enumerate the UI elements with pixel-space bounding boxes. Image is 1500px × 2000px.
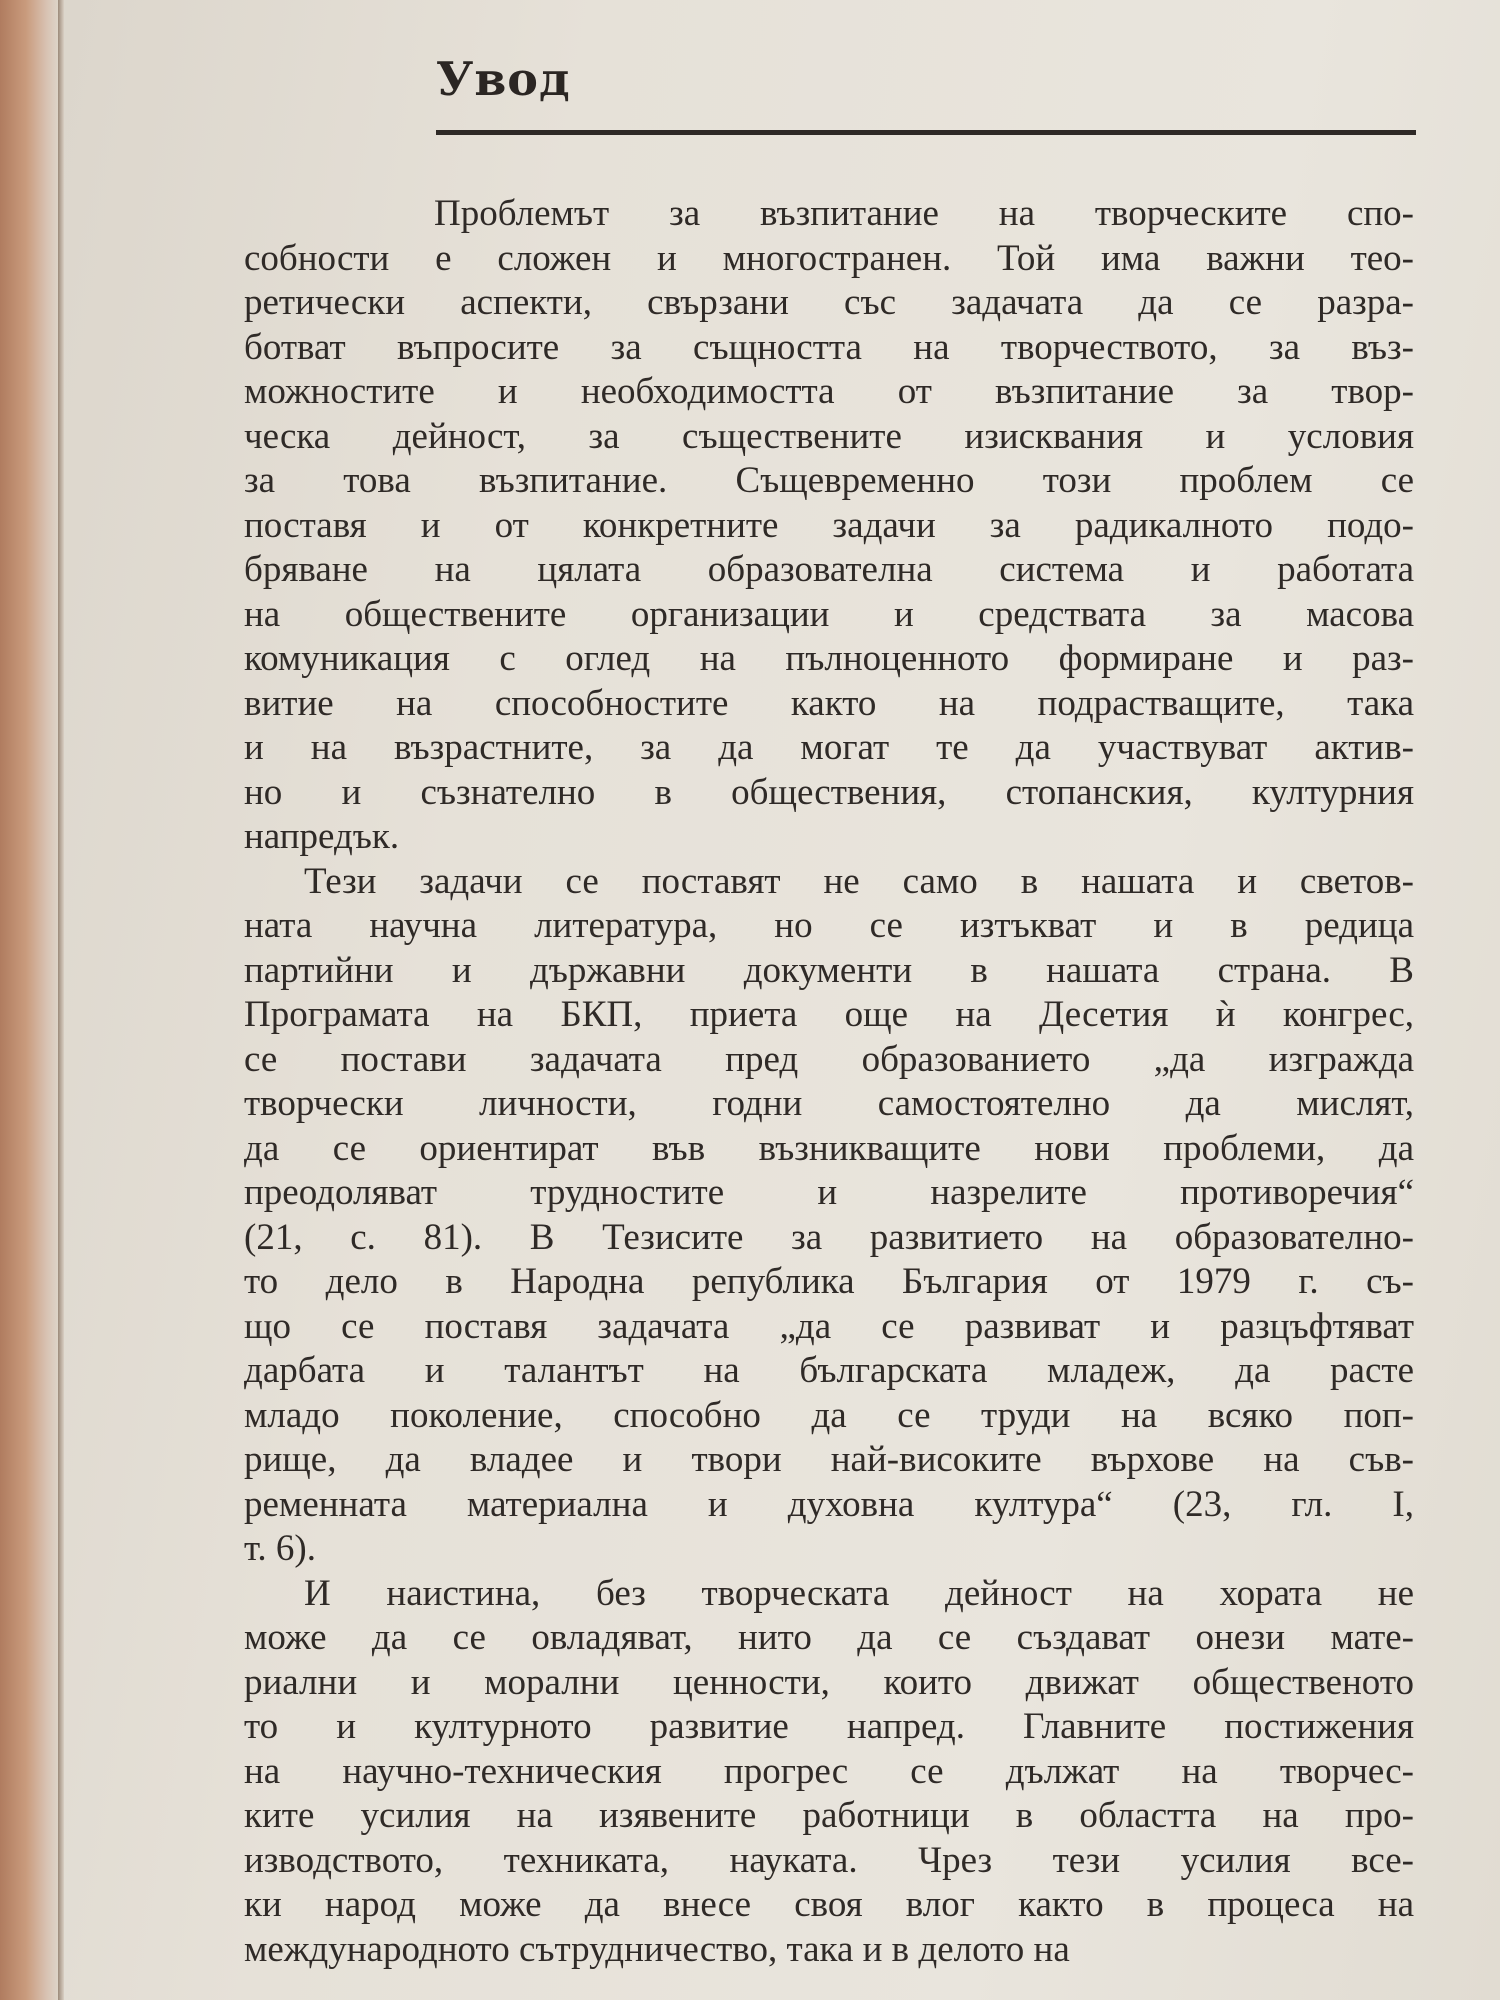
text-line: т. 6). bbox=[244, 1528, 316, 1569]
text-line: поставя и от конкретните задачи за радикалното подо- bbox=[244, 504, 1414, 546]
text-line: международното сътрудничество, така и в делото на bbox=[244, 1928, 1070, 1970]
book-spine-shadow bbox=[0, 0, 58, 2000]
text-line: Проблемът за възпитание на творческите спо- bbox=[434, 193, 1414, 234]
paragraph-1 bbox=[244, 192, 1414, 860]
paragraph-2 bbox=[244, 860, 1414, 1572]
text-line: витие на способностите както на подрастващите, така bbox=[244, 682, 1414, 724]
text-line: ческа дейност, за съществените изисквания и условия bbox=[244, 415, 1414, 457]
paragraph-3 bbox=[244, 1572, 1414, 1973]
text-line: на научно-техническия прогрес се дължат на творчес- bbox=[244, 1750, 1414, 1792]
text-line: бряване на цялата образователна система и работата bbox=[244, 549, 1414, 590]
text-line: се постави задачата пред образованието „да изгражда bbox=[244, 1038, 1414, 1080]
text-line: риални и морални ценности, които движат общественото bbox=[244, 1661, 1414, 1703]
text-line: изводството, техниката, науката. Чрез тези усилия все- bbox=[244, 1839, 1414, 1881]
text-line: (21, с. 81). В Тезисите за развитието на образователно- bbox=[244, 1216, 1414, 1258]
text-line: ременната материална и духовна култура“ (23, гл. I, bbox=[244, 1483, 1414, 1525]
body-text bbox=[244, 192, 1414, 1972]
text-line: то дело в Народна република България от 1979 г. съ- bbox=[244, 1261, 1414, 1302]
text-line: Тези задачи се поставят не само в нашата и светов- bbox=[304, 860, 1414, 902]
text-line: ките усилия на изявените работници в областта на про- bbox=[244, 1795, 1414, 1836]
text-line: собности е сложен и многостранен. Той има важни тео- bbox=[244, 237, 1414, 279]
heading-underline bbox=[436, 130, 1416, 135]
book-page bbox=[64, 0, 1500, 2000]
text-line: ретически аспекти, свързани със задачата да се разра- bbox=[244, 282, 1414, 323]
text-line: може да се овладяват, нито да се създават онези мате- bbox=[244, 1617, 1414, 1658]
text-line: що се поставя задачата „да се развиват и разцъфтяват bbox=[244, 1305, 1414, 1347]
text-line: комуникация с оглед на пълноценното формиране и раз- bbox=[244, 638, 1414, 679]
text-line: рище, да владее и твори най-високите върхове на съв- bbox=[244, 1439, 1414, 1480]
text-line: ната научна литература, но се изтъкват и в редица bbox=[244, 905, 1414, 946]
text-line: можностите и необходимостта от възпитание за твор- bbox=[244, 371, 1414, 412]
text-line: Програмата на БКП, приета още на Десетия ѝ конгрес, bbox=[244, 994, 1414, 1035]
text-line: дарбата и талантът на българската младеж, да расте bbox=[244, 1350, 1414, 1391]
text-line: напредък. bbox=[244, 816, 400, 857]
text-line: но и съзнателно в обществения, стопанския, културния bbox=[244, 771, 1414, 813]
text-line: преодоляват трудностите и назрелите противоречия“ bbox=[244, 1172, 1414, 1213]
text-line: на обществените организации и средствата за масова bbox=[244, 593, 1414, 635]
text-line: то и културното развитие напред. Главните постижения bbox=[244, 1706, 1414, 1747]
text-line: и на възрастните, за да могат те да участвуват актив- bbox=[244, 727, 1414, 768]
chapter-heading: Увод bbox=[436, 52, 571, 106]
text-line: да се ориентират във възникващите нови проблеми, да bbox=[244, 1127, 1414, 1169]
text-line: за това възпитание. Същевременно този проблем се bbox=[244, 460, 1414, 501]
text-line: ки народ може да внесе своя влог както в процеса на bbox=[244, 1884, 1414, 1925]
text-line: ботват въпросите за същността на творчеството, за въз- bbox=[244, 326, 1414, 368]
text-line: И наистина, без творческата дейност на хората не bbox=[304, 1572, 1414, 1614]
text-line: младо поколение, способно да се труди на всяко поп- bbox=[244, 1394, 1414, 1436]
text-line: творчески личности, годни самостоятелно да мислят, bbox=[244, 1083, 1414, 1124]
text-line: партийни и държавни документи в нашата страна. В bbox=[244, 949, 1414, 991]
